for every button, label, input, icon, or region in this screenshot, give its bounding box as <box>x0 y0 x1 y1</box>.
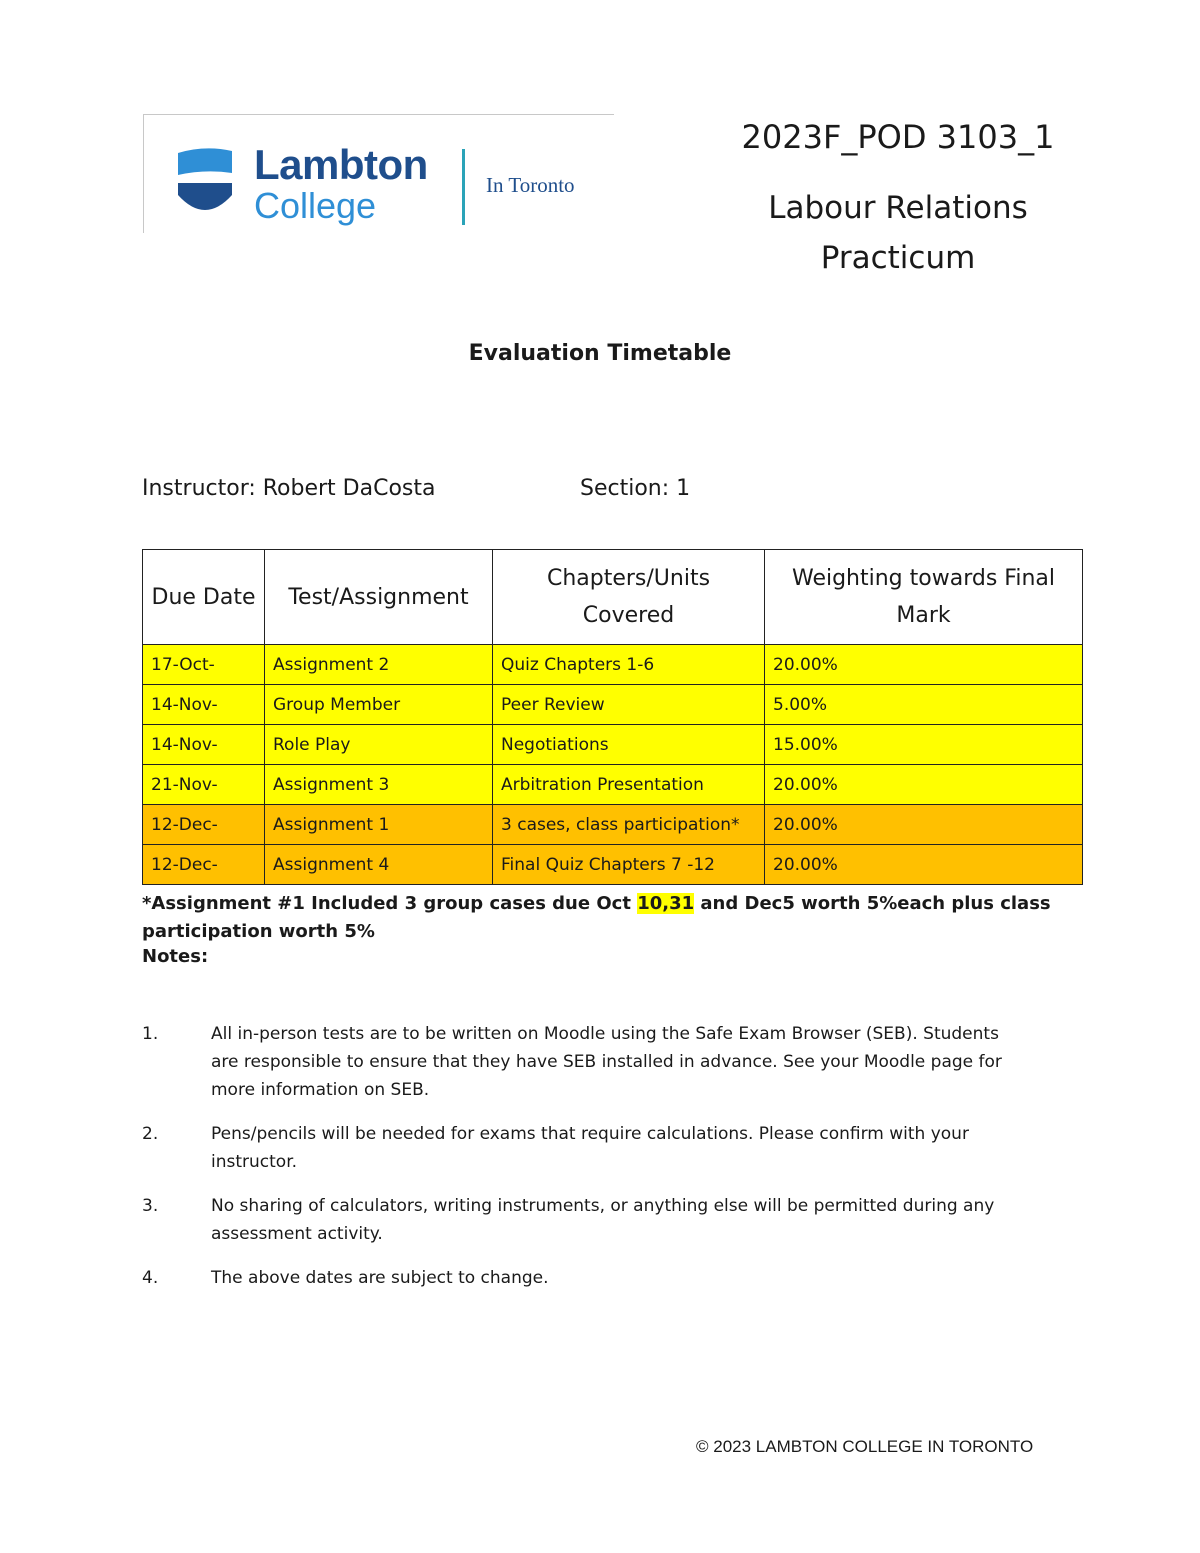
note-number: 4. <box>142 1268 159 1288</box>
header-due-date: Due Date <box>143 550 265 645</box>
course-name <box>720 183 1076 283</box>
footnote-text-start: *Assignment #1 Included 3 group cases due Oct <box>142 893 638 914</box>
logo-text-lambton: Lambton <box>254 141 428 188</box>
cell-date: 17-Oct- <box>143 645 265 685</box>
table-row <box>143 765 1083 805</box>
cell-weight: 20.00% <box>765 765 1083 805</box>
cell-weight: 5.00% <box>765 685 1083 725</box>
note-text: All in-person tests are to be written on Moodle using the Safe Exam Browser (SEB). Students are responsible to ensure that they have SEB installed in advance. See your Moodle page for more information on SEB. <box>211 1024 1002 1100</box>
cell-weight: 15.00% <box>765 725 1083 765</box>
list-item <box>142 1264 1042 1292</box>
table-row <box>143 645 1083 685</box>
note-text: No sharing of calculators, writing instruments, or anything else will be permitted during any assessment activity. <box>211 1196 995 1244</box>
footnote-highlighted-dates: 10,31 <box>637 893 695 914</box>
cell-date: 12-Dec- <box>143 805 265 845</box>
cell-covered: Peer Review <box>493 685 765 725</box>
cell-weight: 20.00% <box>765 645 1083 685</box>
cell-date: 14-Nov- <box>143 725 265 765</box>
cell-item: Assignment 1 <box>265 805 493 845</box>
table-row <box>143 845 1083 885</box>
logo-text-college: College <box>254 185 377 226</box>
cell-item: Assignment 4 <box>265 845 493 885</box>
note-number: 1. <box>142 1024 159 1044</box>
table-header-row <box>143 550 1083 645</box>
section-label: Section: 1 <box>580 476 691 501</box>
cell-date: 14-Nov- <box>143 685 265 725</box>
logo-text-location: In Toronto <box>486 173 575 197</box>
cell-covered: Quiz Chapters 1-6 <box>493 645 765 685</box>
note-text: Pens/pencils will be needed for exams that require calculations. Please confirm with your instructor. <box>211 1124 969 1172</box>
college-logo <box>143 114 614 233</box>
instructor-label: Instructor: Robert DaCosta <box>142 476 436 501</box>
note-number: 3. <box>142 1196 159 1216</box>
header-test-assignment: Test/Assignment <box>265 550 493 645</box>
document-title: Evaluation Timetable <box>468 341 732 366</box>
list-item <box>142 1192 1042 1248</box>
evaluation-table <box>142 549 1083 885</box>
table-row <box>143 725 1083 765</box>
cell-item: Assignment 3 <box>265 765 493 805</box>
cell-covered: Arbitration Presentation <box>493 765 765 805</box>
copyright-footer: © 2023 LAMBTON COLLEGE IN TORONTO <box>696 1437 1034 1456</box>
header-chapters-covered: Chapters/Units Covered <box>493 550 765 645</box>
cell-date: 12-Dec- <box>143 845 265 885</box>
footnote-text-end: and Dec5 worth 5%each plus class participation worth 5% <box>142 893 1051 942</box>
table-row <box>143 685 1083 725</box>
notes-heading: Notes: <box>142 946 209 967</box>
cell-item: Assignment 2 <box>265 645 493 685</box>
course-code: 2023F_POD 3103_1 <box>741 118 1055 156</box>
cell-item: Group Member <box>265 685 493 725</box>
cell-covered: Negotiations <box>493 725 765 765</box>
cell-weight: 20.00% <box>765 805 1083 845</box>
logo-divider <box>462 149 465 225</box>
table-row <box>143 805 1083 845</box>
note-text: The above dates are subject to change. <box>211 1268 549 1288</box>
note-number: 2. <box>142 1124 159 1144</box>
cell-covered: 3 cases, class participation* <box>493 805 765 845</box>
table-footnote <box>142 890 1072 946</box>
course-name-line2: Practicum <box>820 240 976 276</box>
shield-icon <box>174 145 236 225</box>
cell-item: Role Play <box>265 725 493 765</box>
header-weighting: Weighting towards Final Mark <box>765 550 1083 645</box>
list-item <box>142 1120 1042 1176</box>
cell-weight: 20.00% <box>765 845 1083 885</box>
list-item <box>142 1020 1042 1104</box>
course-name-line1: Labour Relations <box>768 190 1028 226</box>
cell-covered: Final Quiz Chapters 7 -12 <box>493 845 765 885</box>
cell-date: 21-Nov- <box>143 765 265 805</box>
